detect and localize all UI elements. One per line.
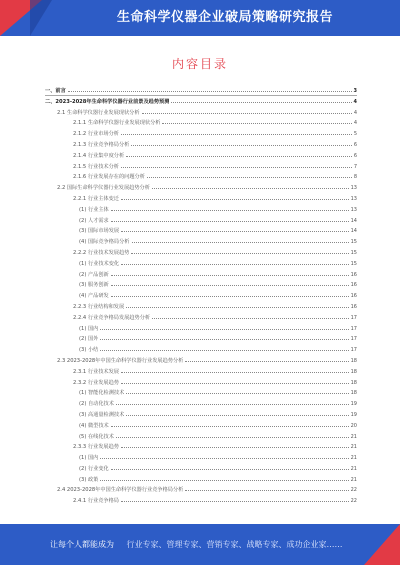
toc-entry-label: (1) 行业技术变化 xyxy=(79,260,120,267)
toc-entry-page: 19 xyxy=(350,401,357,408)
toc-entry-label: (4) 产品研发 xyxy=(79,293,109,300)
toc-leader-dots xyxy=(126,150,352,157)
toc-leader-dots xyxy=(111,215,349,222)
toc-entry[interactable] xyxy=(45,269,357,280)
toc-entry-page: 18 xyxy=(350,390,357,397)
toc-leader-dots xyxy=(185,484,348,491)
toc-entry-label: (3) 小结 xyxy=(79,347,99,354)
toc-heading: 内容目录 xyxy=(171,57,228,71)
toc-leader-dots xyxy=(100,452,348,459)
toc-leader-dots xyxy=(111,463,349,470)
toc-entry-page: 15 xyxy=(350,249,357,256)
toc-leader-dots xyxy=(185,355,348,362)
toc-entry-label: 2.2.4 行业竞争格局发展趋势分析 xyxy=(73,314,151,321)
toc-entry-page: 3 xyxy=(353,88,357,94)
toc-leader-dots xyxy=(100,333,348,340)
toc-leader-dots xyxy=(121,258,349,265)
toc-entry[interactable] xyxy=(45,258,357,269)
toc-entry[interactable] xyxy=(45,225,357,236)
page-header xyxy=(0,0,400,36)
toc-entry-label: 2.1.1 生命科学仪器行业发展现状分析 xyxy=(73,120,161,127)
toc-entry-label: 一、前言 xyxy=(45,88,66,94)
toc-entry-page: 4 xyxy=(353,120,357,127)
toc-entry-page: 17 xyxy=(350,314,357,321)
toc-entry[interactable] xyxy=(45,290,357,301)
toc-leader-dots xyxy=(100,323,348,330)
toc-entry-page: 8 xyxy=(353,174,357,181)
toc-leader-dots xyxy=(111,290,349,297)
footer-slogan xyxy=(50,524,360,565)
toc-entry[interactable] xyxy=(45,409,357,420)
toc-entry-label: 2.3.3 行业发展趋势 xyxy=(73,444,119,451)
toc-entry-label: (4) 微型技术 xyxy=(79,422,109,429)
toc-entry-label: (3) 服务创新 xyxy=(79,282,109,289)
toc-leader-dots xyxy=(121,225,349,232)
toc-entry[interactable] xyxy=(45,107,357,118)
toc-entry-label: (2) 产品创新 xyxy=(79,271,109,278)
toc-entry[interactable] xyxy=(45,96,357,107)
toc-entry-label: (1) 行业主体 xyxy=(79,206,109,213)
footer-slogan-text: 行业专家、管理专家、营销专家、战略专家、成功企业家…… xyxy=(126,540,343,549)
toc-entry-page: 13 xyxy=(350,206,357,213)
toc-leader-dots xyxy=(162,117,351,124)
toc-entry-page: 17 xyxy=(350,336,357,343)
toc-entry-page: 15 xyxy=(350,239,357,246)
toc-entry[interactable] xyxy=(45,312,357,323)
toc-leader-dots xyxy=(132,236,349,243)
toc-entry[interactable] xyxy=(45,139,357,150)
toc-leader-dots xyxy=(111,420,349,427)
toc-entry-page: 21 xyxy=(350,455,357,462)
toc-leader-dots xyxy=(121,161,352,168)
toc-entry[interactable] xyxy=(45,377,357,388)
toc-entry-label: 2.1.2 行业市场分析 xyxy=(73,131,119,138)
toc-entry-page: 20 xyxy=(350,422,357,429)
toc-entry-page: 14 xyxy=(350,228,357,235)
toc-entry-page: 22 xyxy=(350,498,357,505)
toc-entry[interactable] xyxy=(45,150,357,161)
toc-entry-page: 18 xyxy=(350,368,357,375)
toc-leader-dots xyxy=(121,441,349,448)
toc-entry-label: (1) 智能化检测技术 xyxy=(79,390,125,397)
toc-leader-dots xyxy=(100,344,348,351)
toc-entry-label: (5) 在线化技术 xyxy=(79,433,114,440)
toc-entry[interactable] xyxy=(45,236,357,247)
toc-entry[interactable] xyxy=(45,474,357,485)
toc-entry[interactable] xyxy=(45,420,357,431)
toc-entry-label: 2.1.6 行业发展存在的问题分析 xyxy=(73,174,145,181)
header-dark-stripe xyxy=(30,0,52,36)
toc-leader-dots xyxy=(142,107,352,114)
toc-entry-page: 18 xyxy=(350,379,357,386)
toc-entry-label: (2) 人才需求 xyxy=(79,217,109,224)
toc-entry[interactable] xyxy=(45,355,357,366)
toc-entry-page: 13 xyxy=(350,185,357,192)
toc-entry-label: 2.4.1 行业竞争格局 xyxy=(73,498,119,505)
toc-entry-label: 2.3.2 行业发展趋势 xyxy=(73,379,119,386)
toc-entry-page: 16 xyxy=(350,303,357,310)
toc-entry-page: 17 xyxy=(350,325,357,332)
toc-entry[interactable] xyxy=(45,247,357,258)
toc-entry-label: (1) 国内 xyxy=(79,455,99,462)
toc-entry-page: 5 xyxy=(353,131,357,138)
toc-entry-page: 6 xyxy=(353,141,357,148)
toc-leader-dots xyxy=(121,366,349,373)
toc-entry[interactable] xyxy=(45,85,357,96)
toc-entry-label: (3) 国际市场发展 xyxy=(79,228,120,235)
toc-entry-label: (3) 政策 xyxy=(79,476,99,483)
table-of-contents xyxy=(45,85,357,506)
toc-entry[interactable] xyxy=(45,323,357,334)
toc-entry-page: 4 xyxy=(353,109,357,116)
toc-leader-dots xyxy=(111,269,349,276)
toc-leader-dots xyxy=(121,128,352,135)
toc-entry-page: 13 xyxy=(350,195,357,202)
toc-entry-page: 4 xyxy=(353,98,357,105)
toc-entry[interactable] xyxy=(45,161,357,172)
toc-entry-label: 2.3.1 行业技术发展 xyxy=(73,368,119,375)
toc-entry-label: 2.1 生命科学仪器行业发展现状分析 xyxy=(57,109,140,116)
toc-entry[interactable] xyxy=(45,344,357,355)
toc-entry-label: (3) 高通量检测技术 xyxy=(79,411,125,418)
toc-entry[interactable] xyxy=(45,463,357,474)
toc-entry-label: 2.2 国际生命科学仪器行业发展趋势分析 xyxy=(57,185,150,192)
toc-entry[interactable] xyxy=(45,398,357,409)
toc-leader-dots xyxy=(111,279,349,286)
toc-entry-label: 2.4 2023-2028年中国生命科学仪器行业竞争格局分析 xyxy=(57,487,184,494)
toc-leader-dots xyxy=(121,495,349,502)
toc-entry-page: 16 xyxy=(350,282,357,289)
toc-entry-label: (2) 国外 xyxy=(79,336,99,343)
toc-entry-page: 19 xyxy=(350,411,357,418)
toc-leader-dots xyxy=(116,431,349,438)
toc-entry-label: 2.3 2023-2028年中国生命科学仪器行业发展趋势分析 xyxy=(57,357,184,364)
toc-leader-dots xyxy=(121,377,349,384)
toc-entry-page: 16 xyxy=(350,271,357,278)
toc-leader-dots xyxy=(116,398,349,405)
page-footer xyxy=(0,524,400,565)
toc-entry[interactable] xyxy=(45,495,357,506)
toc-leader-dots xyxy=(126,409,348,416)
toc-leader-dots xyxy=(152,312,349,319)
toc-entry[interactable] xyxy=(45,182,357,193)
toc-leader-dots xyxy=(131,247,348,254)
toc-entry-page: 16 xyxy=(350,293,357,300)
toc-entry-page: 21 xyxy=(350,444,357,451)
toc-entry-page: 22 xyxy=(350,487,357,494)
toc-leader-dots xyxy=(131,139,351,146)
toc-entry-page: 21 xyxy=(350,465,357,472)
toc-entry-label: (2) 自动化技术 xyxy=(79,401,114,408)
toc-entry-page: 21 xyxy=(350,476,357,483)
toc-leader-dots xyxy=(147,171,352,178)
toc-leader-dots xyxy=(111,204,349,211)
toc-leader-dots xyxy=(68,85,352,92)
toc-entry[interactable] xyxy=(45,333,357,344)
toc-entry[interactable] xyxy=(45,484,357,495)
toc-entry-label: 2.2.1 行业主体变迁 xyxy=(73,195,119,202)
toc-entry-page: 6 xyxy=(353,152,357,159)
toc-entry-page: 7 xyxy=(353,163,357,170)
toc-leader-dots xyxy=(126,301,348,308)
toc-leader-dots xyxy=(152,182,349,189)
toc-entry[interactable] xyxy=(45,387,357,398)
toc-entry[interactable] xyxy=(45,301,357,312)
toc-entry[interactable] xyxy=(45,431,357,442)
toc-entry-label: (1) 国内 xyxy=(79,325,99,332)
toc-entry[interactable] xyxy=(45,366,357,377)
toc-entry[interactable] xyxy=(45,193,357,204)
toc-entry-page: 14 xyxy=(350,217,357,224)
toc-entry-label: 2.2.2 行业技术发展趋势 xyxy=(73,249,130,256)
toc-entry[interactable] xyxy=(45,215,357,226)
toc-entry-page: 21 xyxy=(350,433,357,440)
toc-entry-page: 17 xyxy=(350,347,357,354)
toc-entry-page: 18 xyxy=(350,357,357,364)
toc-entry[interactable] xyxy=(45,452,357,463)
footer-slogan-lead: 让每个人都能成为 xyxy=(50,540,114,549)
toc-entry-label: 2.1.5 行业技术分析 xyxy=(73,163,119,170)
toc-entry-page: 15 xyxy=(350,260,357,267)
toc-entry-label: 2.2.3 行业结构和发展 xyxy=(73,303,125,310)
toc-entry-label: 2.1.3 行业竞争格局分析 xyxy=(73,141,130,148)
report-title: 生命科学仪器企业破局策略研究报告 xyxy=(116,10,333,25)
toc-entry-label: (4) 国际竞争格局分析 xyxy=(79,239,130,246)
toc-entry-label: 二、2023-2028年生命科学仪器行业前景及趋势预测 xyxy=(45,98,170,105)
toc-entry[interactable] xyxy=(45,204,357,215)
toc-leader-dots xyxy=(100,474,348,481)
toc-entry[interactable] xyxy=(45,128,357,139)
toc-leader-dots xyxy=(171,96,351,103)
toc-entry[interactable] xyxy=(45,171,357,182)
toc-entry[interactable] xyxy=(45,117,357,128)
footer-red-stripe xyxy=(364,524,400,565)
toc-entry-label: (2) 行业变化 xyxy=(79,465,109,472)
toc-leader-dots xyxy=(126,387,348,394)
toc-entry[interactable] xyxy=(45,279,357,290)
toc-entry-label: 2.1.4 行业集中度分析 xyxy=(73,152,125,159)
toc-entry[interactable] xyxy=(45,441,357,452)
toc-leader-dots xyxy=(121,193,349,200)
